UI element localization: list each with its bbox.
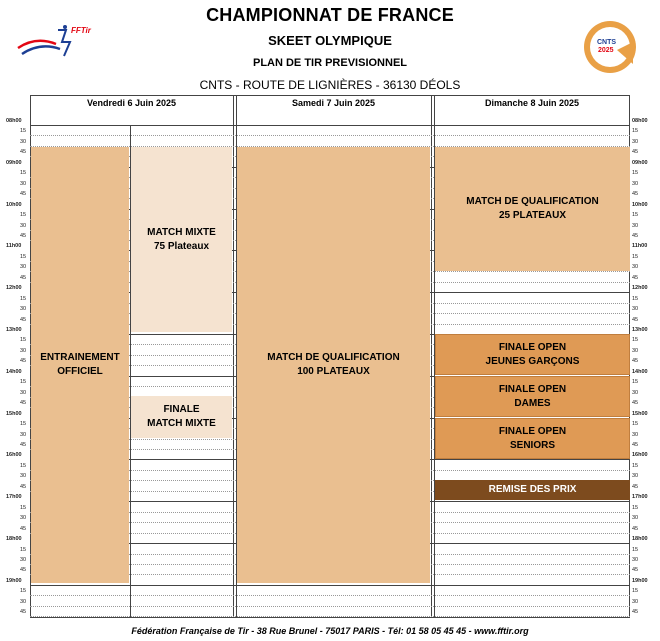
- time-label-right: 15: [632, 462, 639, 469]
- time-label-right: 30: [632, 598, 639, 605]
- time-label-right: 15: [632, 421, 639, 427]
- time-label-left: 12h00: [6, 285, 22, 292]
- time-label-right: 08h00: [632, 118, 648, 124]
- time-label-right: 15: [632, 295, 639, 302]
- page-title: CHAMPIONNAT DE FRANCE: [206, 5, 454, 25]
- time-label-right: 09h00: [632, 159, 648, 166]
- time-label-right: 45: [632, 274, 639, 281]
- time-label-left: 15: [20, 462, 27, 469]
- event-finale-dames: FINALE OPEN DAMES: [435, 376, 630, 417]
- quarter-line: [30, 616, 630, 617]
- time-label-right: 15: [632, 504, 639, 511]
- time-label-left: 45: [20, 525, 27, 532]
- event-match-mixte: MATCH MIXTE 75 Plateaux: [131, 147, 232, 332]
- event-remise-des-prix: REMISE DES PRIX: [435, 480, 630, 500]
- cnts-logo-year: 2025: [598, 47, 614, 54]
- time-label-right: 30: [632, 431, 639, 438]
- time-label-left: 30: [20, 515, 27, 522]
- time-label-left: 45: [20, 441, 27, 448]
- time-label-left: 30: [20, 222, 27, 229]
- event-finale-jeunes-garcons: FINALE OPEN JEUNES GARÇONS: [435, 334, 630, 375]
- event-match-qualification-dimanche: MATCH DE QUALIFICATION 25 PLATEAUX: [435, 147, 630, 271]
- time-label-left: 15: [20, 379, 27, 386]
- footer: Fédération Française de Tir - 38 Rue Brunel - 75017 PARIS - Tél: 01 58 05 45 45 - www.fftir.org: [131, 626, 529, 636]
- time-label-right: 45: [632, 316, 639, 323]
- quarter-line: [30, 135, 630, 136]
- time-label-left: 15: [20, 128, 27, 135]
- divider: [233, 95, 234, 618]
- time-label-left: 45: [20, 232, 27, 239]
- time-label-right: 15: [632, 212, 639, 219]
- time-label-right: 45: [632, 483, 639, 490]
- time-label-left: 45: [20, 567, 27, 574]
- plan-title: PLAN DE TIR PREVISIONNEL: [252, 57, 408, 69]
- time-label-left: 30: [20, 556, 27, 563]
- time-label-right: 15: [632, 588, 639, 595]
- time-label-left: 30: [20, 306, 27, 313]
- event-finale-match-mixte: FINALE MATCH MIXTE: [131, 396, 232, 438]
- time-label-right: 30: [632, 180, 639, 187]
- time-label-right: 45: [632, 149, 639, 156]
- time-label-right: 10h00: [632, 201, 648, 208]
- time-label-right: 45: [632, 609, 639, 616]
- day-header-saturday: Samedi 7 Juin 2025: [291, 98, 376, 108]
- time-label-left: 30: [20, 389, 27, 396]
- quarter-line: [30, 595, 630, 596]
- cnts-logo-text: CNTS: [597, 39, 617, 46]
- time-label-right: 45: [632, 525, 639, 532]
- time-label-right: 45: [632, 358, 639, 365]
- time-label-right: 15h00: [632, 410, 648, 417]
- time-label-left: 15: [20, 170, 27, 177]
- quarter-line: [30, 606, 630, 607]
- time-label-left: 15: [20, 421, 27, 427]
- time-label-right: 14h00: [632, 368, 648, 375]
- time-label-left: 45: [20, 274, 27, 281]
- time-label-right: 15: [632, 546, 639, 553]
- time-label-left: 45: [20, 400, 27, 407]
- location: CNTS - ROUTE DE LIGNIÈRES - 36130 DÉOLS: [199, 78, 461, 92]
- event-match-qualification-samedi: MATCH DE QUALIFICATION 100 PLATEAUX: [237, 147, 430, 583]
- time-label-right: 17h00: [632, 494, 648, 501]
- time-label-right: 18h00: [632, 536, 648, 542]
- time-label-left: 19h00: [6, 577, 22, 584]
- time-label-right: 30: [632, 473, 639, 480]
- day-header-friday: Vendredi 6 Juin 2025: [86, 98, 177, 108]
- time-label-left: 30: [20, 473, 27, 480]
- hour-line: [30, 125, 630, 126]
- time-label-left: 13h00: [6, 327, 22, 333]
- time-label-left: 45: [20, 358, 27, 365]
- time-label-left: 15: [20, 212, 27, 219]
- time-label-left: 45: [20, 149, 27, 156]
- day-header-sunday: Dimanche 8 Juin 2025: [484, 98, 580, 108]
- time-label-right: 45: [632, 567, 639, 574]
- time-label-right: 30: [632, 222, 639, 229]
- time-label-left: 15: [20, 546, 27, 553]
- time-label-left: 30: [20, 598, 27, 605]
- time-label-left: 45: [20, 483, 27, 490]
- page-subtitle: SKEET OLYMPIQUE: [268, 33, 392, 48]
- time-label-left: 15h00: [6, 410, 22, 417]
- time-label-right: 16h00: [632, 452, 648, 459]
- time-label-right: 15: [632, 379, 639, 386]
- fftir-logo-text: FFTir: [71, 26, 91, 35]
- time-label-left: 15: [20, 588, 27, 595]
- time-label-right: 15: [632, 253, 639, 260]
- time-label-left: 15: [20, 337, 27, 344]
- time-label-right: 11h00: [632, 243, 648, 250]
- time-label-right: 15: [632, 170, 639, 177]
- time-label-left: 11h00: [6, 243, 22, 250]
- time-label-left: 14h00: [6, 368, 22, 375]
- time-label-right: 30: [632, 138, 639, 145]
- time-label-right: 30: [632, 556, 639, 563]
- event-entrainement-officiel: ENTRAINEMENT OFFICIEL: [31, 147, 129, 583]
- time-label-right: 30: [632, 515, 639, 522]
- time-label-left: 30: [20, 347, 27, 354]
- time-label-right: 13h00: [632, 327, 648, 333]
- time-label-left: 45: [20, 191, 27, 198]
- time-label-left: 30: [20, 180, 27, 187]
- time-label-right: 12h00: [632, 285, 648, 292]
- time-label-left: 30: [20, 264, 27, 271]
- hour-line: [30, 585, 630, 586]
- time-label-left: 15: [20, 253, 27, 260]
- time-label-left: 16h00: [6, 452, 22, 459]
- time-label-right: 30: [632, 306, 639, 313]
- time-label-right: 19h00: [632, 577, 648, 584]
- time-label-left: 15: [20, 504, 27, 511]
- time-label-left: 30: [20, 138, 27, 145]
- time-label-right: 45: [632, 191, 639, 198]
- time-label-left: 15: [20, 295, 27, 302]
- time-label-right: 30: [632, 264, 639, 271]
- time-label-right: 45: [632, 232, 639, 239]
- divider: [431, 95, 432, 618]
- time-label-left: 17h00: [6, 494, 22, 501]
- time-label-right: 15: [632, 337, 639, 344]
- time-label-right: 30: [632, 347, 639, 354]
- event-finale-seniors: FINALE OPEN SENIORS: [435, 418, 630, 459]
- time-label-right: 45: [632, 441, 639, 448]
- time-label-right: 45: [632, 400, 639, 407]
- time-label-right: 30: [632, 389, 639, 396]
- time-label-right: 15: [632, 128, 639, 135]
- time-label-left: 18h00: [6, 536, 22, 542]
- time-label-left: 30: [20, 431, 27, 438]
- time-label-left: 08h00: [6, 118, 22, 124]
- time-label-left: 45: [20, 316, 27, 323]
- time-label-left: 45: [20, 609, 27, 616]
- time-label-left: 10h00: [6, 201, 22, 208]
- time-label-left: 09h00: [6, 159, 22, 166]
